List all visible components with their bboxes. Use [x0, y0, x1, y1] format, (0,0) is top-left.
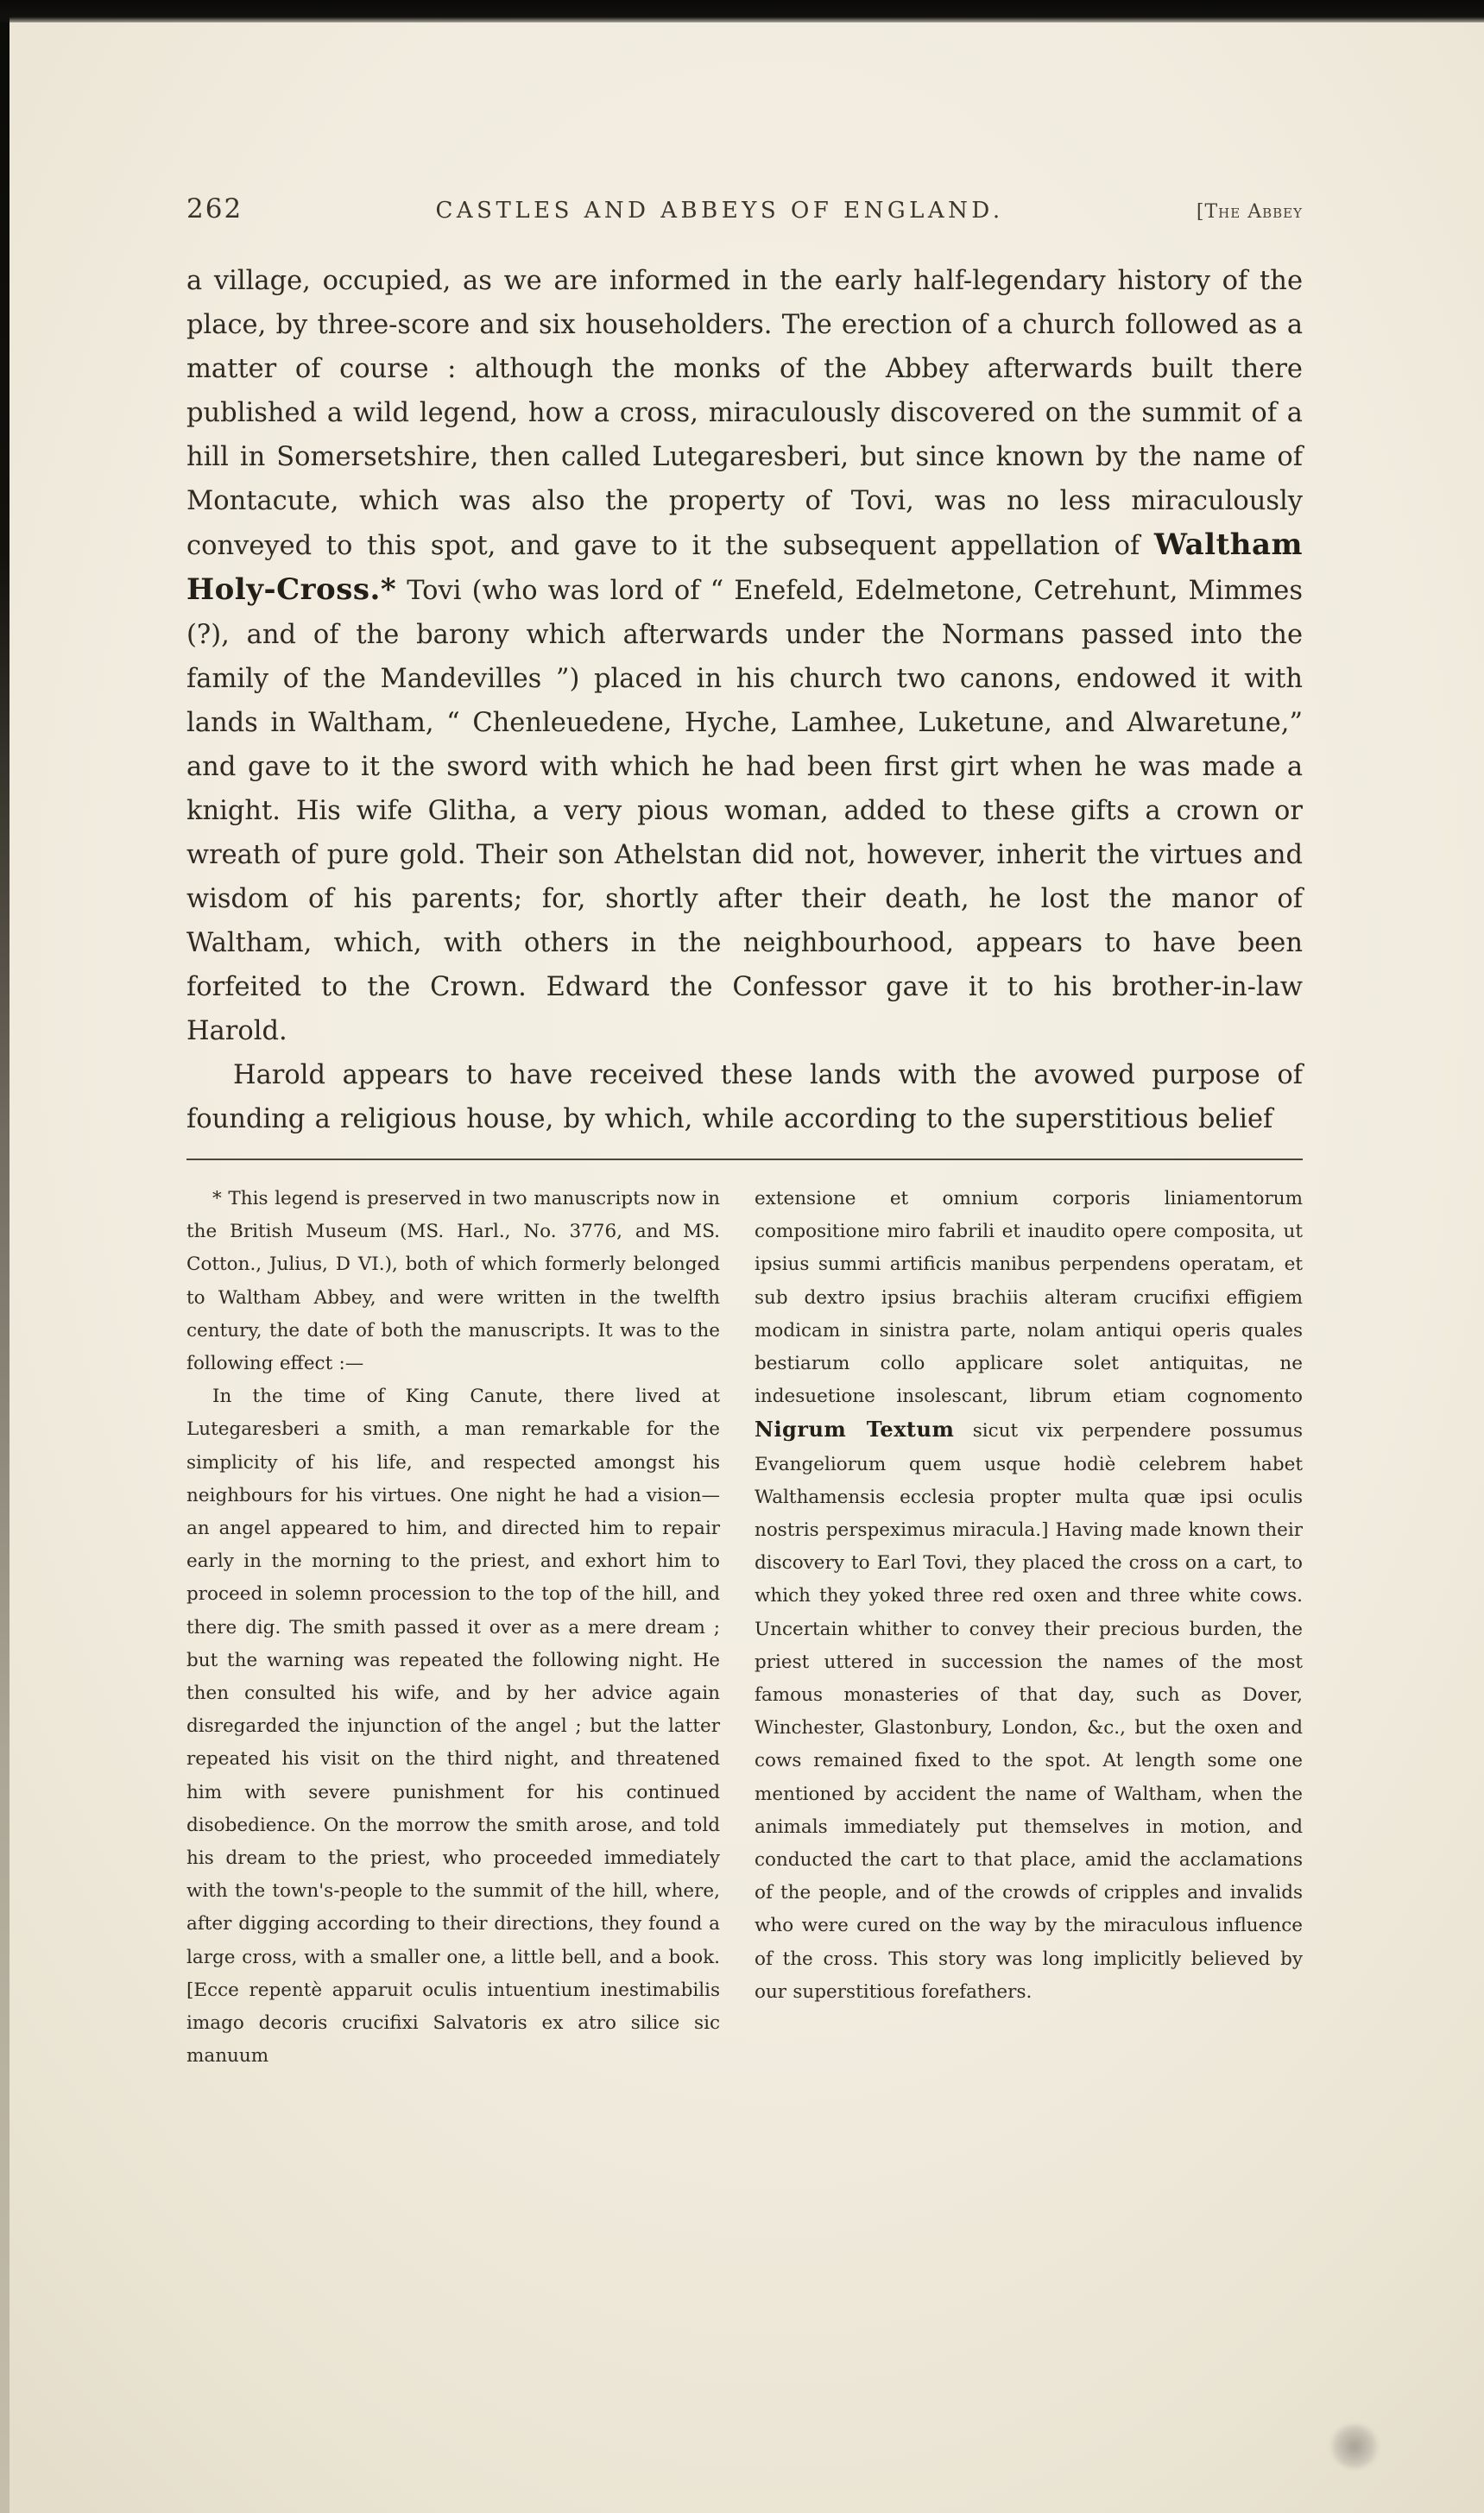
footnote-column-left	[186, 1183, 720, 2073]
blackletter-waltham-holy-cross: Waltham Holy-Cross.*	[186, 527, 1303, 607]
footnote-paragraph-2: In the time of King Canute, there lived at Lutegaresberi a smith, a man remarkable for the simplicity of his life, and respected amongst his neighbours for his virtues. One night he had a vision—an angel appeared to him, and directed him to repair early in the morning to the priest, and exhort him to proceed in solemn procession to the top of the hill, and there dig. The smith passed it over as a mere dream ; but the warning was repeated the following night. He then consulted his wife, and by her advice again disregarded the injunction of the angel ; but the latter repeated his visit on the third night, and threatened him with severe punishment for his continued disobedience. On the morrow the smith arose, and told his dream to the priest, who proceeded immediately with the town's-people to the summit of the hill, where, after digging according to their directions, they found a large cross, with a smaller one, a little bell, and a book. [Ecce repentè apparuit oculis intuentium inestimabilis imago decoris crucifixi Salvatoris ex atro silice sic manuum	[186, 1386, 720, 2068]
footnote-3-text-after: sicut vix perpendere possumus Evangeliorum quem usque hodiè celebrem habet Walthamensis ecclesia propter multa quæ ipsi oculis nostris perspeximus miracula.] Having made known their discovery to Earl Tovi, they placed the cross on a cart, to which they yoked three red oxen and three white cows. Uncertain whither to convey their precious burden, the priest uttered in succession the names of the most famous monasteries of that day, such as Dover, Winchester, Glastonbury, London, &c., but the oxen and cows remained fixed to the spot. At length some one mentioned by accident the name of Waltham, when the animals immediately put themselves in motion, and conducted the cart to that place, amid the acclamations of the people, and of the crowds of cripples and invalids who were cured on the way by the miraculous influence of the cross. This story was long implicitly believed by our superstitious forefathers.	[755, 1420, 1303, 2003]
footnote-paragraph-1: * This legend is preserved in two manuscripts now in the British Museum (MS. Harl., No. 3776, and MS. Cotton., Julius, D VI.), both of which formerly belonged to Waltham Abbey, and were written in the twelfth century, the date of both the manuscripts. It was to the following effect :—	[186, 1188, 720, 1375]
paragraph-2: Harold appears to have received these lands with the avowed purpose of founding a religious house, by which, while according to the superstitious belief	[186, 1060, 1303, 1134]
scan-edge-top	[0, 0, 1484, 22]
scan-smudge	[1329, 2424, 1380, 2469]
footnote-paragraph-3	[755, 1183, 1303, 2009]
scan-edge-left	[0, 0, 9, 2513]
footnote-rule	[186, 1159, 1303, 1160]
paragraph-1-text-after: Tovi (who was lord of “ Enefeld, Edelmetone, Cetrehunt, Mimmes (?), and of the barony which afterwards under the Normans passed into the family of the Mandevilles ”) placed in his church two canons, endowed it with lands in Waltham, “ Chenleuedene, Hyche, Lamhee, Luketune, and Alwaretune,” and gave to it the sword with which he had been first girt when he was made a knight. His wife Glitha, a very pious woman, added to these gifts a crown or wreath of pure gold. Their son Athelstan did not, however, inherit the virtues and wisdom of his parents; for, shortly after their death, he lost the manor of Waltham, which, with others in the neighbourhood, appears to have been forfeited to the Crown. Edward the Confessor gave it to his brother-in-law Harold.	[186, 576, 1303, 1046]
footnotes-section	[186, 1183, 1303, 2073]
header-section-label: [The Abbey	[1196, 201, 1303, 223]
paragraph-1	[186, 259, 1303, 1053]
main-text-block	[186, 259, 1303, 1141]
running-title: CASTLES AND ABBEYS OF ENGLAND.	[435, 198, 1004, 224]
blackletter-nigrum-textum: Nigrum Textum	[755, 1417, 955, 1443]
page-number: 262	[186, 193, 243, 224]
paragraph-1-text-before: a village, occupied, as we are informed in the early half-legendary history of the place, by three-score and six householders. The erection of a church followed as a matter of course : although the monks of the Abbey afterwards built there published a wild legend, how a cross, miraculously discovered on the summit of a hill in Somersetshire, then called Lutegaresberi, but since known by the name of Montacute, which was also the property of Tovi, was no less miraculously conveyed to this spot, and gave to it the subsequent appellation of	[186, 266, 1303, 561]
running-header	[186, 193, 1303, 224]
footnote-column-right	[755, 1183, 1303, 2073]
footnote-3-text-before: extensione et omnium corporis liniamentorum compositione miro fabrili et inaudito opere composita, ut ipsius summi artificis manibus perpendens operatam, et sub dextro ipsius brachiis alteram crucifixi effigiem modicam in sinistra parte, nolam antiqui operis quales bestiarum collo applicare solet antiquitas, ne indesuetione insolescant, librum etiam cognomento	[755, 1188, 1303, 1408]
